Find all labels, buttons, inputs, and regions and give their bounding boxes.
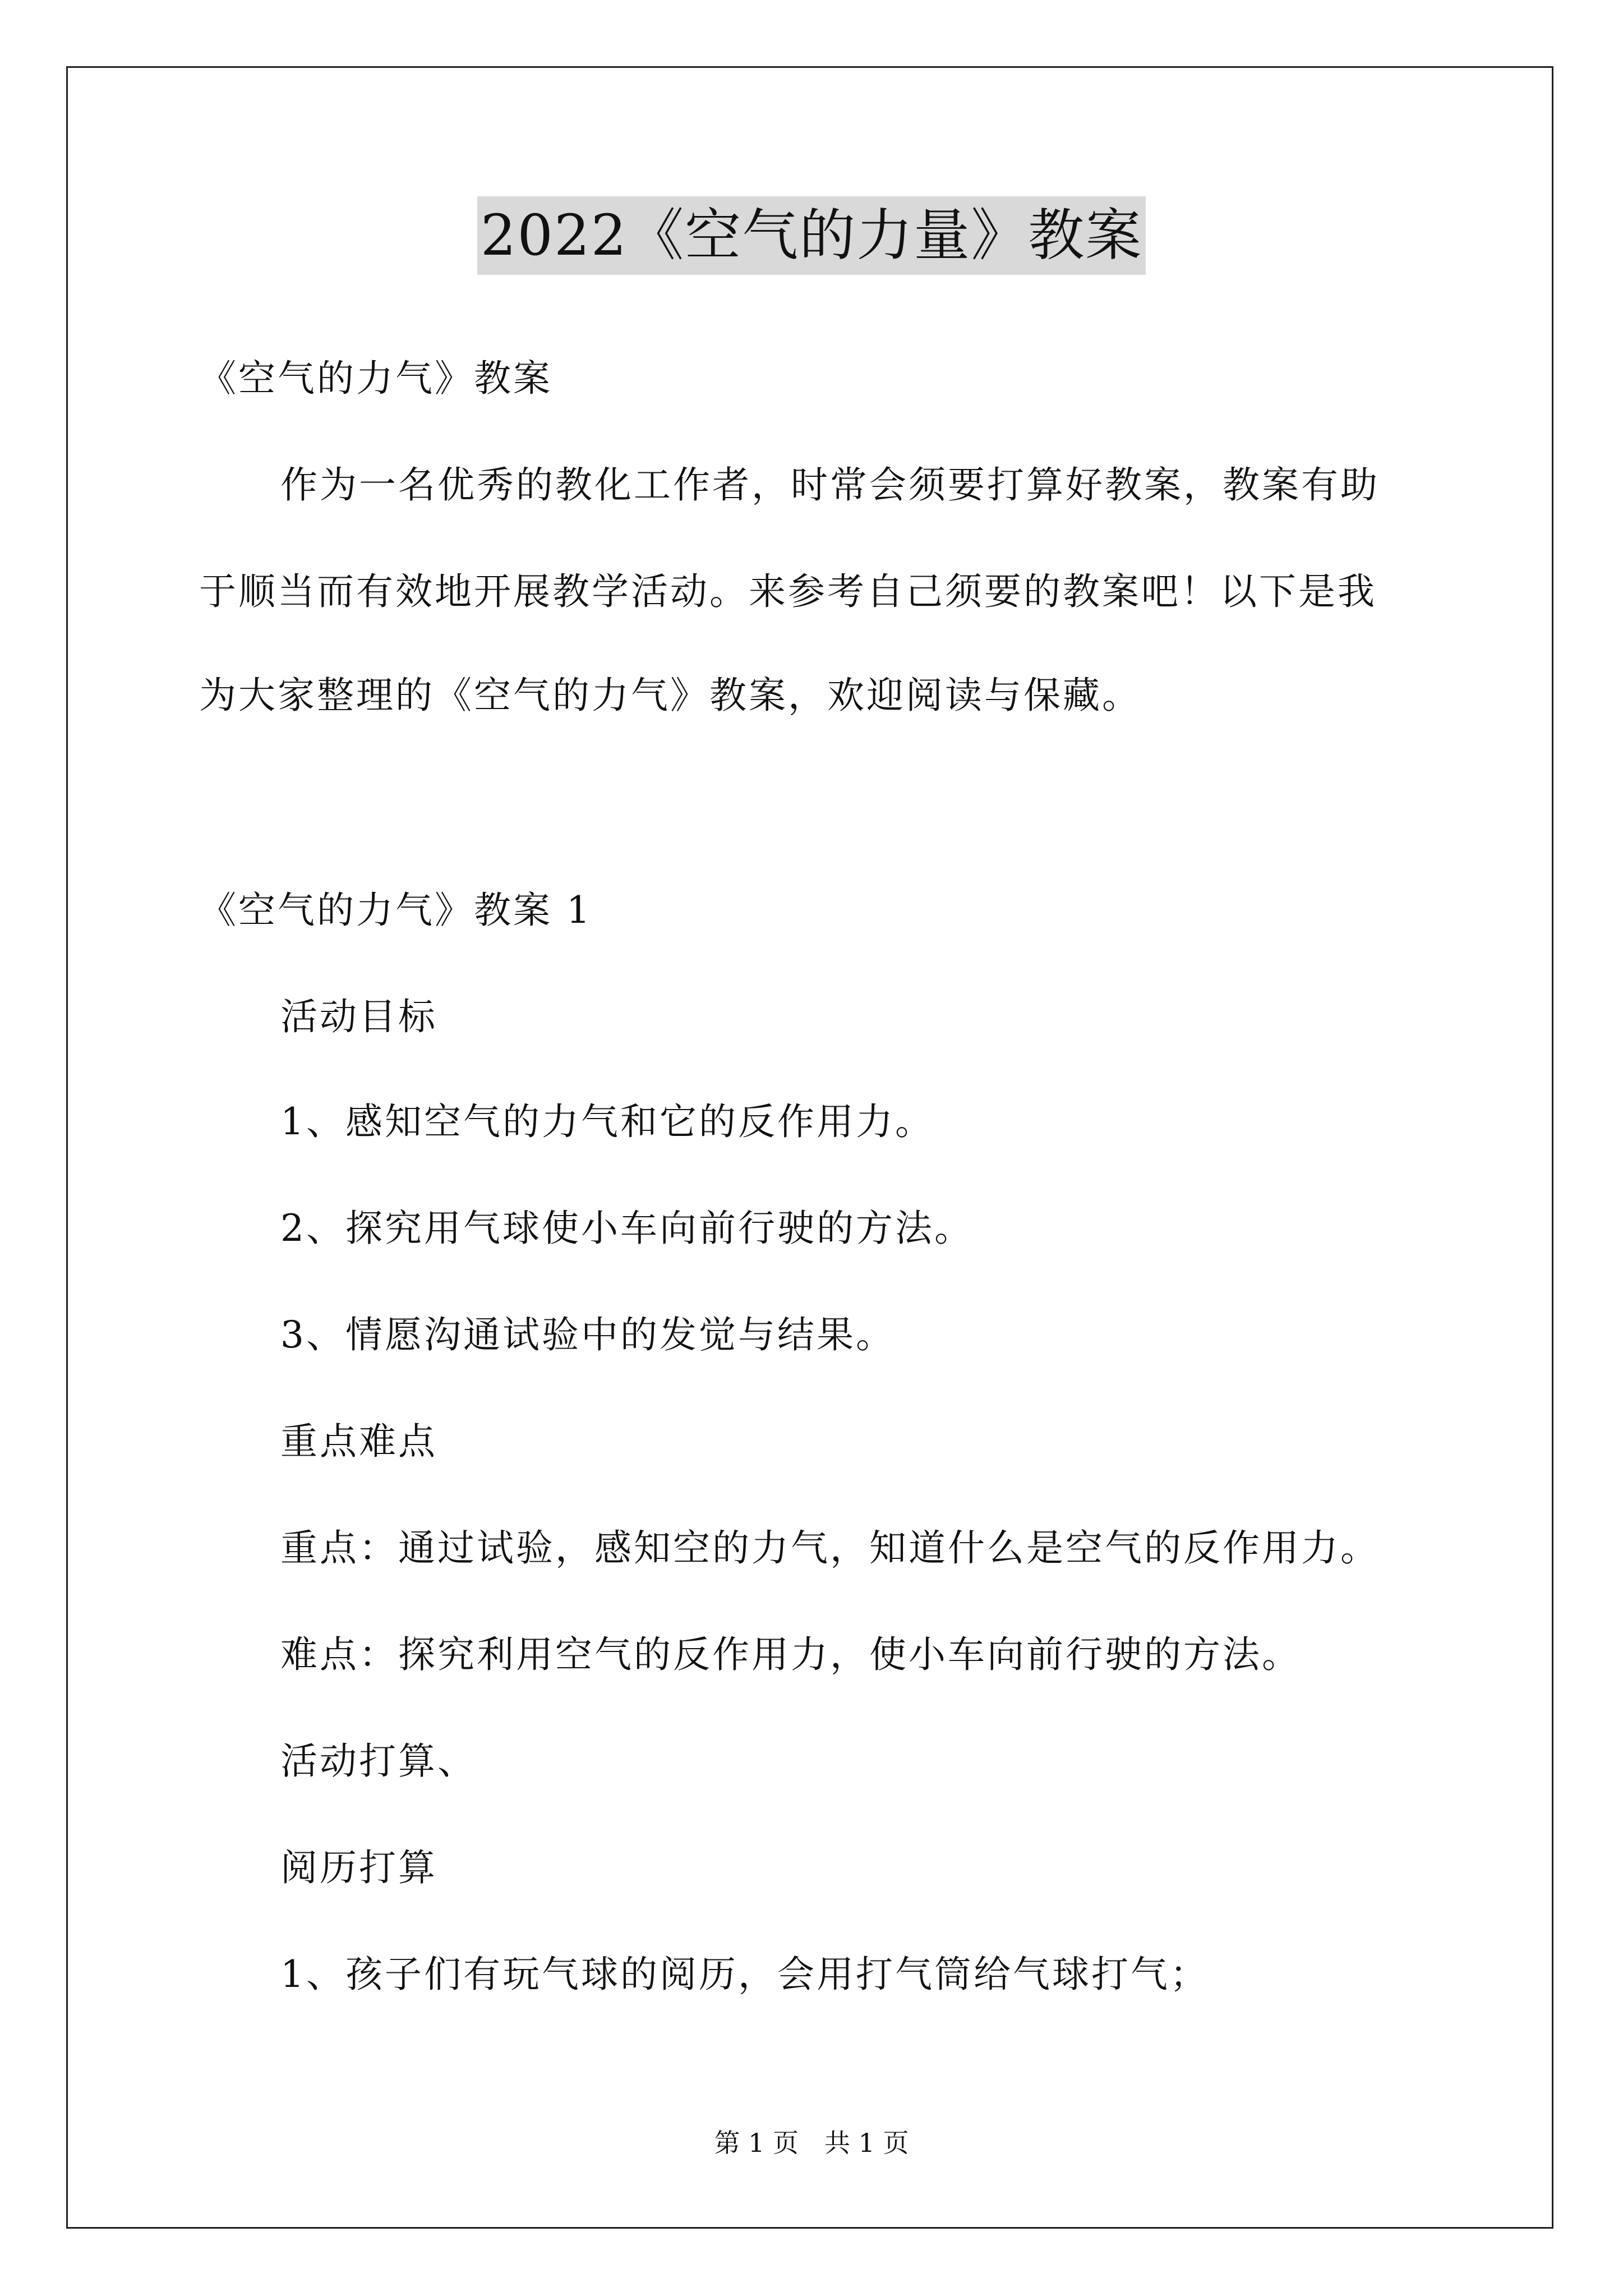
title-wrapper [0,196,1623,275]
section-title: 《空气的力气》教案 1 [199,889,592,932]
body-line-key-points: 重点难点 [280,1420,437,1463]
intro-line-2: 于顺当而有效地开展教学活动。来参考自己须要的教案吧！以下是我 [199,570,1377,613]
body-line-experience-prep: 阅历打算 [280,1846,437,1889]
body-line-difficulty: 难点：探究利用空气的反作用力，使小车向前行驶的方法。 [280,1633,1301,1676]
body-line-preparation: 活动打算、 [280,1740,477,1783]
subtitle: 《空气的力气》教案 [199,357,552,400]
page-footer: 第 1 页 共 1 页 [714,2128,909,2158]
intro-line-1: 作为一名优秀的教化工作者，时常会须要打算好教案，教案有助 [280,463,1380,507]
body-line-goal-2: 2、探究用气球使小车向前行驶的方法。 [280,1207,974,1250]
body-line-focus: 重点：通过试验，感知空的力气，知道什么是空气的反作用力。 [280,1526,1380,1570]
body-line-activity-goals: 活动目标 [280,995,437,1038]
body-line-goal-1: 1、感知空气的力气和它的反作用力。 [280,1100,934,1143]
intro-line-3: 为大家整理的《空气的力气》教案，欢迎阅读与保藏。 [199,674,1141,717]
body-line-experience-1: 1、孩子们有玩气球的阅历，会用打气筒给气球打气； [280,1953,1209,1996]
document-title: 2022《空气的力量》教案 [477,196,1146,275]
body-line-goal-3: 3、情愿沟通试验中的发觉与结果。 [280,1313,895,1356]
